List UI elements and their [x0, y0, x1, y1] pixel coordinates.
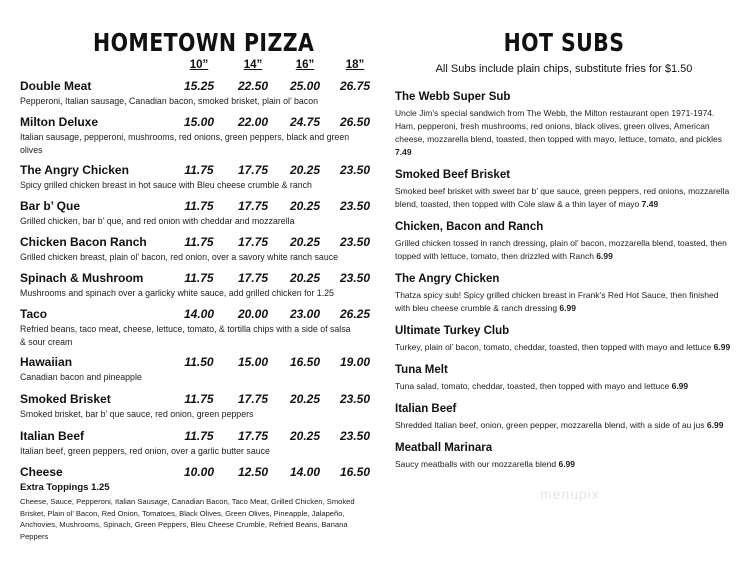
sub-description: Tuna salad, tomato, cheddar, toasted, then topped with mayo and lettuce 6.99: [395, 381, 689, 391]
sub-name: Italian Beef: [395, 403, 457, 415]
price-18: 23.50: [339, 392, 371, 406]
sub-item-tuna-melt: [394, 364, 734, 393]
sub-description: Turkey, plain ol’ bacon, tomato, cheddar, toasted, then topped with mayo and lettuce 6.99: [395, 342, 731, 352]
price-10: 11.75: [184, 271, 214, 285]
pizza-item-cheese: [18, 465, 371, 542]
price-18: 26.25: [339, 307, 371, 321]
sub-item-chicken-bacon-ranch: [394, 221, 734, 263]
sub-item-smoked-beef-brisket: [394, 169, 734, 211]
price-16: 20.25: [289, 271, 321, 285]
sub-price: 6.99: [559, 303, 576, 313]
price-10: 14.00: [183, 307, 215, 321]
pizza-description: Spicy grilled chicken breast in hot sauce with Bleu cheese crumble & ranch: [20, 180, 312, 190]
pizza-name: Hawaiian: [20, 355, 73, 369]
pizza-item-double-meat: [18, 79, 371, 108]
pizza-name: Spinach & Mushroom: [20, 271, 144, 285]
pizza-description: Pepperoni, Italian sausage, Canadian bacon, smoked brisket, plain ol’ bacon: [20, 96, 318, 106]
price-14: 15.00: [237, 355, 269, 369]
pizza-description: Italian sausage, pepperoni, mushrooms, red onions, green peppers, black and green olives: [20, 132, 350, 155]
pizza-item-spinach-mushroom: [18, 271, 371, 300]
price-10: 11.75: [184, 429, 214, 443]
price-18: 23.50: [339, 235, 371, 249]
toppings-list: Cheese, Sauce, Pepperoni, Italian Sausage, Canadian Bacon, Taco Meat, Grilled Chicken, Smoked Brisket, Plain ol’ Bacon, Red Onion, Tomatoes, Black Olives, Green Olives, Pineapple, Jalapeño, Anchovies, Mushrooms, Spinach, Green Peppers, Bleu Cheese Crumble, Refried Beans, Banana Peppers: [20, 497, 355, 541]
sub-price: 6.99: [713, 342, 731, 352]
sub-name: Tuna Melt: [395, 364, 448, 376]
sub-price: 7.49: [641, 199, 659, 209]
sub-item-webb-super-sub: [394, 91, 734, 159]
sub-name: The Webb Super Sub: [395, 91, 511, 103]
pizza-item-chicken-bacon-ranch: [18, 235, 371, 264]
size-header-row: [18, 59, 364, 73]
price-10: 11.75: [184, 163, 214, 177]
price-14: 17.75: [237, 163, 269, 177]
sub-item-meatball-marinara: [394, 442, 734, 471]
price-10: 15.25: [183, 79, 215, 93]
sub-description: Saucy meatballs with our mozzarella blend 6.99: [395, 459, 576, 469]
pizza-description: Italian beef, green peppers, red onion, over a garlic butter sauce: [20, 446, 270, 456]
pizza-name: Smoked Brisket: [20, 392, 111, 406]
price-10: 11.75: [184, 199, 214, 213]
size-10-header: 10”: [189, 59, 209, 71]
price-10: 11.75: [184, 235, 214, 249]
subs-subtitle: All Subs include plain chips, substitute fries for $1.50: [435, 63, 693, 75]
pizza-item-italian-beef: [18, 429, 371, 458]
sub-name: The Angry Chicken: [395, 273, 500, 285]
sub-price: 6.99: [596, 251, 613, 261]
sub-price: 6.99: [706, 420, 724, 430]
price-16: 23.00: [289, 307, 321, 321]
price-16: 20.25: [289, 392, 321, 406]
price-14: 20.00: [237, 307, 269, 321]
pizza-description: Refried beans, taco meat, cheese, lettuce, tomato, & tortilla chips with a side of salsa & sour cream: [20, 324, 351, 347]
size-14-header: 14”: [243, 59, 263, 71]
price-18: 23.50: [339, 199, 371, 213]
pizza-title: HOMETOWN PIZZA: [93, 28, 315, 57]
pizza-item-angry-chicken: [18, 163, 371, 192]
pizza-item-taco: [18, 307, 371, 349]
sub-name: Chicken, Bacon and Ranch: [395, 221, 544, 233]
price-16: 20.25: [289, 429, 321, 443]
pizza-name: Milton Deluxe: [20, 115, 99, 129]
sub-price: 6.99: [671, 381, 689, 391]
price-18: 23.50: [339, 429, 371, 443]
pizza-name: Cheese: [20, 465, 63, 479]
pizza-name: Chicken Bacon Ranch: [20, 235, 147, 249]
price-14: 12.50: [237, 465, 269, 479]
pizza-name: Italian Beef: [20, 429, 85, 443]
price-14: 17.75: [237, 235, 269, 249]
sub-description: Thatza spicy sub! Spicy grilled chicken breast in Frank’s Red Hot Sauce, then finished with bleu cheese crumble & ranch dressing 6.99: [395, 290, 719, 313]
price-10: 10.00: [183, 465, 215, 479]
sub-description: Shredded Italian beef, onion, green pepper, mozzarella blend, with a side of au jus 6.99: [395, 420, 724, 430]
price-10: 11.50: [184, 355, 214, 369]
pizza-description: Canadian bacon and pineapple: [20, 372, 142, 382]
price-18: 16.50: [339, 465, 371, 479]
size-16-header: 16”: [295, 59, 315, 71]
pizza-description: Mushrooms and spinach over a garlicky white sauce, add grilled chicken for 1.25: [20, 288, 334, 298]
pizza-item-smoked-brisket: [18, 392, 371, 421]
price-14: 17.75: [237, 429, 269, 443]
sub-price: 6.99: [558, 459, 576, 469]
pizza-description: Grilled chicken, bar b’ que, and red onion with cheddar and mozzarella: [20, 216, 295, 226]
pizza-name: Taco: [20, 307, 48, 321]
extra-toppings-label: Extra Toppings 1.25: [20, 482, 110, 493]
sub-item-italian-beef: [394, 403, 734, 432]
sub-price: 7.49: [395, 147, 412, 157]
price-16: 20.25: [289, 199, 321, 213]
price-16: 24.75: [289, 115, 321, 129]
price-16: 25.00: [289, 79, 321, 93]
price-16: 20.25: [289, 163, 321, 177]
price-10: 15.00: [183, 115, 215, 129]
price-14: 17.75: [237, 271, 269, 285]
price-14: 22.00: [237, 115, 269, 129]
sub-item-ultimate-turkey-club: [394, 325, 734, 354]
pizza-description: Grilled chicken breast, plain ol’ bacon, red onion, over a savory white ranch sauce: [20, 252, 338, 262]
price-18: 23.50: [339, 163, 371, 177]
price-14: 22.50: [237, 79, 269, 93]
subs-title: HOT SUBS: [503, 28, 625, 57]
pizza-item-milton-deluxe: [18, 115, 371, 157]
subs-menu: [394, 18, 734, 471]
price-18: 26.75: [339, 79, 371, 93]
sub-item-angry-chicken: [394, 273, 734, 315]
pizza-name: Double Meat: [20, 79, 92, 93]
pizza-name: The Angry Chicken: [20, 163, 129, 177]
sub-description: Grilled chicken tossed in ranch dressing, plain ol’ bacon, mozzarella blend, toasted, then topped with lettuce, tomato, then drizzled with Ranch 6.99: [395, 238, 727, 261]
pizza-item-bar-b-que: [18, 199, 371, 228]
pizza-description: Smoked brisket, bar b’ que sauce, red onion, green peppers: [20, 409, 254, 419]
sub-description: Uncle Jim’s special sandwich from The Webb, the Milton restaurant open 1971-1974. Ham, pepperoni, fresh mushrooms, red onions, black olives, green olives, American cheese, mozzarella blend, toasted, then topped with mayo, lettuce, tomato, and pickles 7.49: [395, 108, 722, 157]
price-18: 23.50: [339, 271, 371, 285]
pizza-name: Bar b’ Que: [20, 199, 81, 213]
price-10: 11.75: [184, 392, 214, 406]
sub-description: Smoked beef brisket with sweet bar b’ que sauce, green peppers, red onions, mozzarella blend, toasted, then topped with Cole slaw & a thin layer of mayo 7.49: [395, 186, 730, 209]
size-18-header: 18”: [345, 59, 365, 71]
price-18: 26.50: [339, 115, 371, 129]
price-14: 17.75: [237, 392, 269, 406]
sub-name: Ultimate Turkey Club: [395, 325, 510, 337]
price-16: 16.50: [289, 355, 321, 369]
pizza-item-hawaiian: [18, 355, 371, 384]
price-18: 19.00: [339, 355, 371, 369]
price-16: 14.00: [289, 465, 321, 479]
sub-name: Smoked Beef Brisket: [395, 169, 511, 181]
price-16: 20.25: [289, 235, 321, 249]
price-14: 17.75: [237, 199, 269, 213]
sub-name: Meatball Marinara: [395, 442, 493, 454]
pizza-menu: [18, 18, 371, 542]
watermark: menupix: [540, 486, 600, 502]
